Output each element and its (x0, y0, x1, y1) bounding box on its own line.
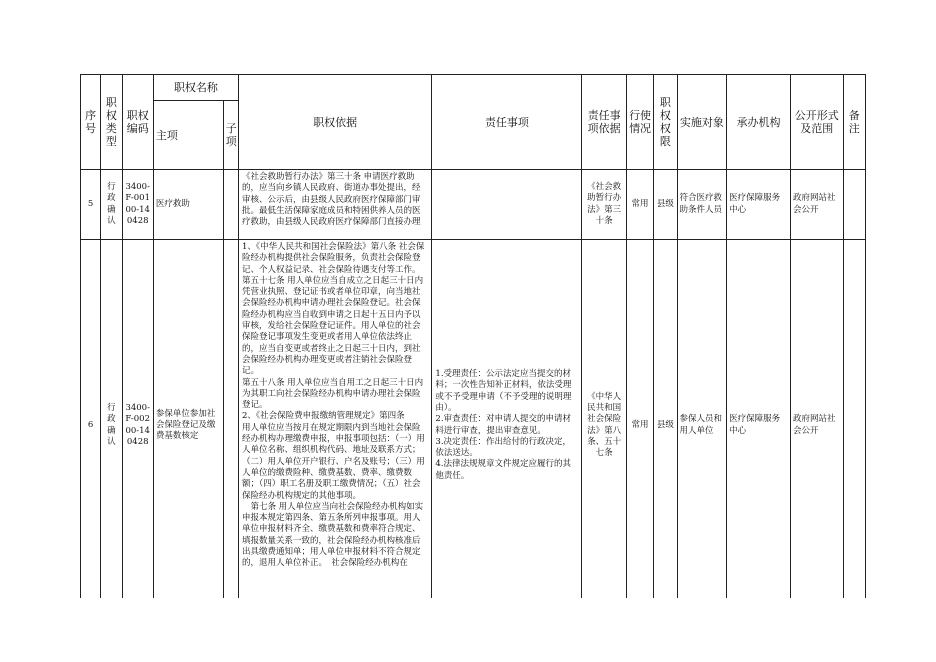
cell-target: 符合医疗救助条件人员 (677, 170, 727, 240)
cell-main: 参保单位参加社会保险登记及缴费基数核定 (153, 240, 223, 599)
cell-exercise: 常用 (626, 170, 653, 240)
header-seq: 序号 (81, 75, 101, 170)
cell-seq: 5 (81, 170, 101, 240)
header-row-1 (81, 75, 866, 101)
cell-basis: 《社会救助暂行办法》第三十条 申请医疗救助的，应当向乡镇人民政府、街道办事处提出，经审核、公示后，由县级人民政府医疗保障部门审批。最低生活保障家庭成员和特困供养人员的医疗救助，由县级人民政府医疗保障部门直接办理 (238, 170, 431, 240)
cell-seq: 6 (81, 240, 101, 599)
cell-sub (223, 170, 238, 240)
header-code: 职权编码 (122, 75, 153, 170)
cell-sub (223, 240, 238, 599)
header-duty-basis: 责任事项依据 (582, 75, 627, 170)
table-row (81, 240, 866, 599)
cell-code: 3400-F-00100-140428 (122, 170, 153, 240)
header-remarks: 备注 (843, 75, 865, 170)
header-power-name: 职权名称 (153, 75, 238, 101)
header-type: 职权类型 (101, 75, 122, 170)
header-level: 职权权限 (654, 75, 677, 170)
header-basis: 职权依据 (238, 75, 431, 170)
cell-agency: 医疗保障服务中心 (727, 170, 791, 240)
cell-publicity: 政府网站社会公开 (790, 240, 843, 599)
header-exercise: 行使情况 (626, 75, 653, 170)
cell-main: 医疗救助 (153, 170, 223, 240)
header-target: 实施对象 (677, 75, 727, 170)
cell-duty (432, 170, 582, 240)
cell-level: 县级 (654, 170, 677, 240)
spreadsheet (80, 74, 866, 598)
power-list-table (80, 74, 866, 598)
header-publicity: 公开形式及范围 (790, 75, 843, 170)
cell-exercise: 常用 (626, 240, 653, 599)
cell-level: 县级 (654, 240, 677, 599)
header-main: 主项 (153, 101, 223, 170)
header-duty: 责任事项 (432, 75, 582, 170)
cell-agency: 医疗保障服务中心 (727, 240, 791, 599)
header-sub: 子项 (223, 101, 238, 170)
cell-type: 行政确认 (101, 170, 122, 240)
cell-duty-basis: 《社会救助暂行办法》第三十条 (582, 170, 627, 240)
cell-remarks (843, 170, 865, 240)
cell-target: 参保人员和用人单位 (677, 240, 727, 599)
cell-publicity: 政府网站社会公开 (790, 170, 843, 240)
header-agency: 承办机构 (727, 75, 791, 170)
cell-basis: 1、《中华人民共和国社会保险法》第八条 社会保险经办机构提供社会保险服务，负责社会保险登记、个人权益记录、社会保险待遇支付等工作。 第五十七条 用人单位应当自成立之日起三十日内凭营业执照、登记证书或者单位印章，向当地社会保险经办机构申请办理社会保险登记。社会保险经办机构应当自收到申请之日起十五日内予以审核，发给社会保险登记证件。用人单位的社会保险登记事项发生变更或者用人单位依法终止的，应当自变更或者终止之日起三十日内，到社会保险经办机构办理变更或者注销社会保险登记。 第五十八条 用人单位应当自用工之日起三十日内为其职工向社会保险经办机构申请办理社会保险登记。 2、《社会保险费申报缴纳管理规定》第四条 用人单位应当按月在规定期限内到当地社会保险经办机构办理缴费申报，申报事项包括：（一）用人单位名称、组织机构代码、地址及联系方式；（二）用人单位开户银行、户名及账号；（三）用人单位的缴费险种、缴费基数、费率、缴费数额；（四）职工名册及职工缴费情况；（五）社会保险经办机构规定的其他事项。 第七条 用人单位应当向社会保险经办机构如实申报本规定第四条、第五条所列申报事项。用人单位申报材料齐全、缴费基数和费率符合规定、填报数量关系一致的，社会保险经办机构核准后出具缴费通知单；用人单位申报材料不符合规定的，退用人单位补正。 社会保险经办机构在 (238, 240, 431, 599)
table-row (81, 170, 866, 240)
cell-code: 3400-F-00200-140428 (122, 240, 153, 599)
cell-remarks (843, 240, 865, 599)
cell-type: 行政确认 (101, 240, 122, 599)
cell-duty: 1.受理责任：公示法定应当提交的材料；一次性告知补正材料，依法受理或不予受理申请（不予受理的说明理由）。 2.审查责任：对申请人提交的申请材料进行审查，提出审查意见。 3.决定责任：作出给付的行政决定，依法送达。 4.法律法规规章文件规定应履行的其他责任。 (432, 240, 582, 599)
cell-duty-basis: 《中华人民共和国社会保险法》第八条、五十七条 (582, 240, 627, 599)
